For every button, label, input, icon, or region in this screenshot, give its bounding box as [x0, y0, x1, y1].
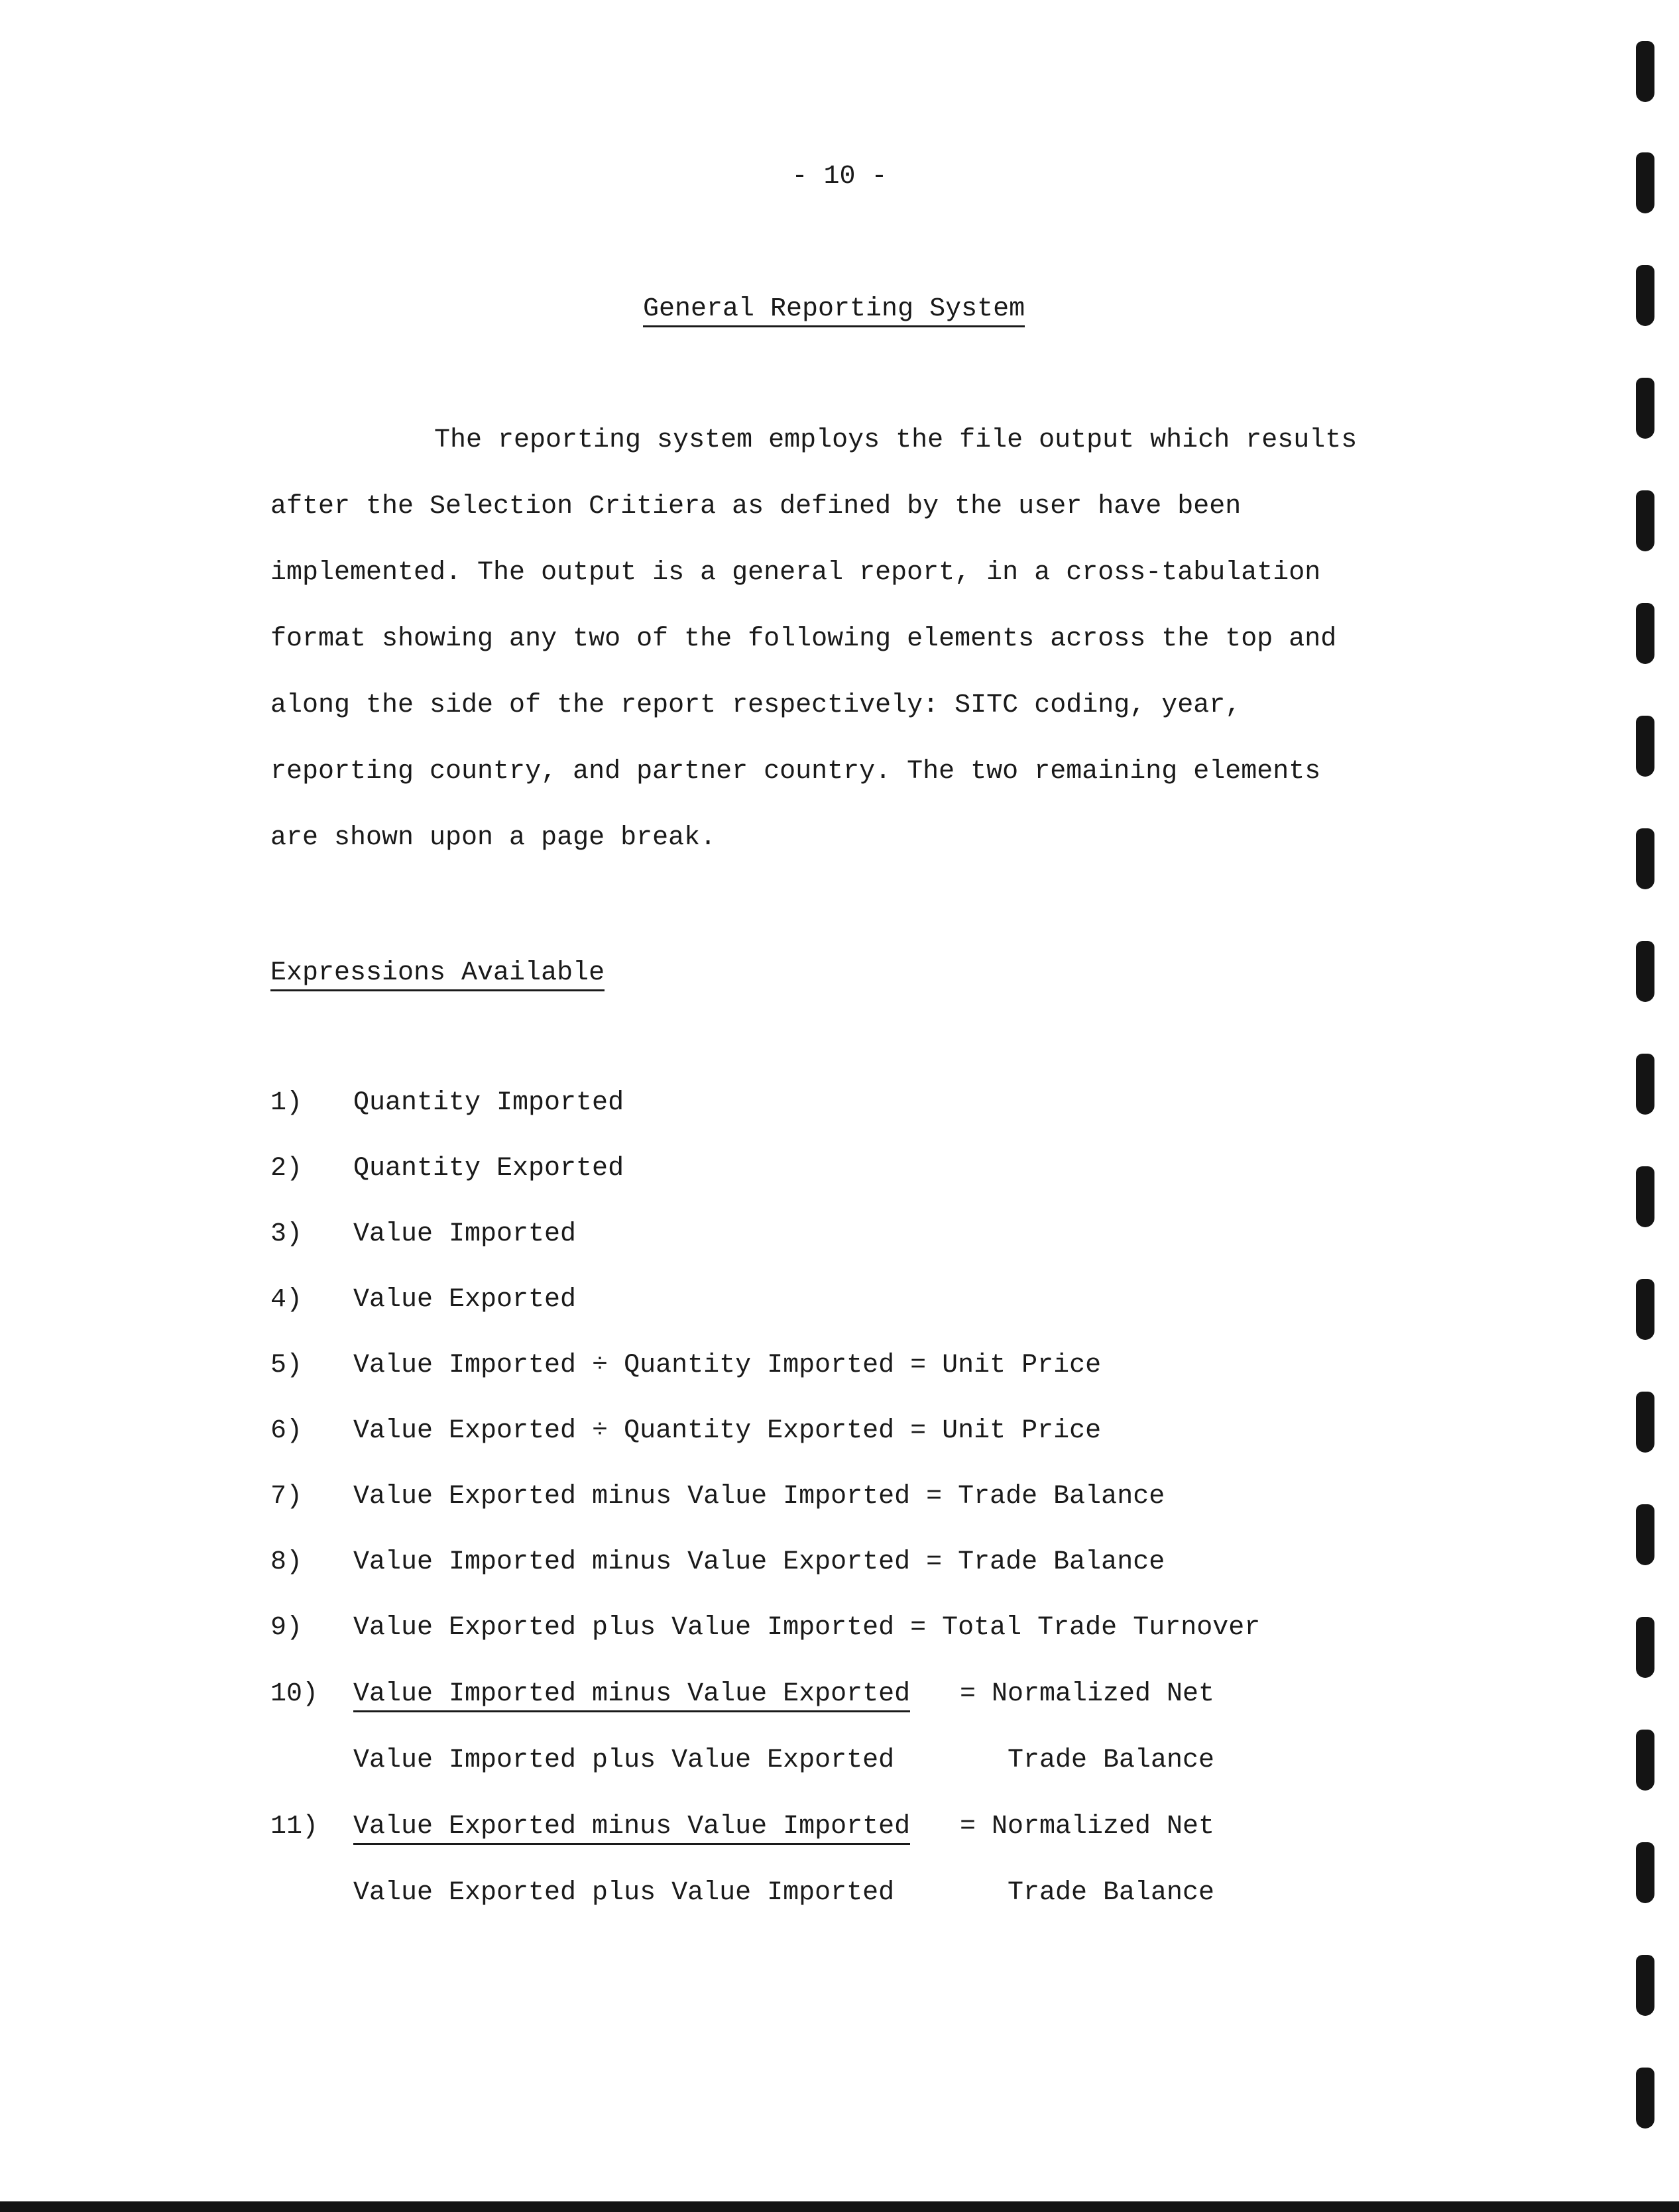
item-text: Value Exported plus Value Imported = Total Trade Turnover	[353, 1613, 1261, 1643]
item-number: 3)	[270, 1219, 303, 1249]
fraction-denominator: Value Exported plus Value Imported	[353, 1878, 895, 1908]
item-number: 11)	[270, 1812, 319, 1842]
paragraph-line: The reporting system employs the file output which results	[434, 425, 1358, 455]
section-heading: Expressions Available	[270, 958, 605, 991]
paragraph-line: after the Selection Critiera as defined by the user have been	[270, 492, 1242, 522]
item-number: 9)	[270, 1613, 303, 1643]
binding-hole	[1636, 1730, 1654, 1791]
binding-hole	[1636, 828, 1654, 889]
binding-hole	[1636, 41, 1654, 102]
binding-hole	[1636, 1279, 1654, 1340]
binding-hole	[1636, 1617, 1654, 1678]
paragraph-line: implemented. The output is a general report, in a cross-tabulation	[270, 558, 1321, 588]
binding-hole	[1636, 1842, 1654, 1903]
binding-hole	[1636, 941, 1654, 1002]
binding-hole	[1636, 1392, 1654, 1453]
item-text: Value Exported minus Value Imported = Trade Balance	[353, 1482, 1165, 1512]
page-number: - 10 -	[791, 162, 888, 192]
fraction-numerator: Value Imported minus Value Exported	[353, 1679, 910, 1712]
item-number: 4)	[270, 1285, 303, 1315]
item-text: Quantity Exported	[353, 1154, 624, 1184]
item-text: Value Imported minus Value Exported = Trade Balance	[353, 1547, 1165, 1577]
item-text: Value Exported ÷ Quantity Exported = Unit Price	[353, 1416, 1102, 1446]
fraction-denominator: Value Imported plus Value Exported	[353, 1745, 895, 1775]
paragraph-line: format showing any two of the following elements across the top and	[270, 624, 1337, 654]
binding-hole	[1636, 378, 1654, 439]
binding-hole	[1636, 2068, 1654, 2129]
binding-hole	[1636, 1504, 1654, 1565]
paragraph-line: are shown upon a page break.	[270, 823, 717, 853]
item-text: Quantity Imported	[353, 1088, 624, 1118]
fraction-result-bottom: Trade Balance	[1008, 1878, 1215, 1908]
binding-hole	[1636, 1166, 1654, 1227]
fraction-result-bottom: Trade Balance	[1008, 1745, 1215, 1775]
item-text: Value Exported	[353, 1285, 577, 1315]
item-number: 7)	[270, 1482, 303, 1512]
item-text: Value Imported	[353, 1219, 577, 1249]
binding-hole	[1636, 490, 1654, 551]
item-number: 10)	[270, 1679, 319, 1709]
item-number: 2)	[270, 1154, 303, 1184]
item-number: 6)	[270, 1416, 303, 1446]
fraction-result-top: = Normalized Net	[960, 1812, 1215, 1842]
fraction-result-top: = Normalized Net	[960, 1679, 1215, 1709]
binding-hole	[1636, 1054, 1654, 1115]
binding-hole	[1636, 265, 1654, 326]
fraction-numerator: Value Exported minus Value Imported	[353, 1812, 910, 1845]
binding-hole	[1636, 1955, 1654, 2016]
paragraph-line: reporting country, and partner country. The two remaining elements	[270, 757, 1321, 787]
page-title: General Reporting System	[643, 294, 1025, 327]
paragraph-line: along the side of the report respectively: SITC coding, year,	[270, 691, 1242, 720]
item-number: 1)	[270, 1088, 303, 1118]
item-number: 8)	[270, 1547, 303, 1577]
page-bottom-edge	[0, 2201, 1679, 2212]
binding-hole	[1636, 716, 1654, 777]
item-text: Value Imported ÷ Quantity Imported = Unit Price	[353, 1351, 1102, 1380]
item-number: 5)	[270, 1351, 303, 1380]
binding-hole	[1636, 152, 1654, 213]
binding-hole	[1636, 603, 1654, 664]
